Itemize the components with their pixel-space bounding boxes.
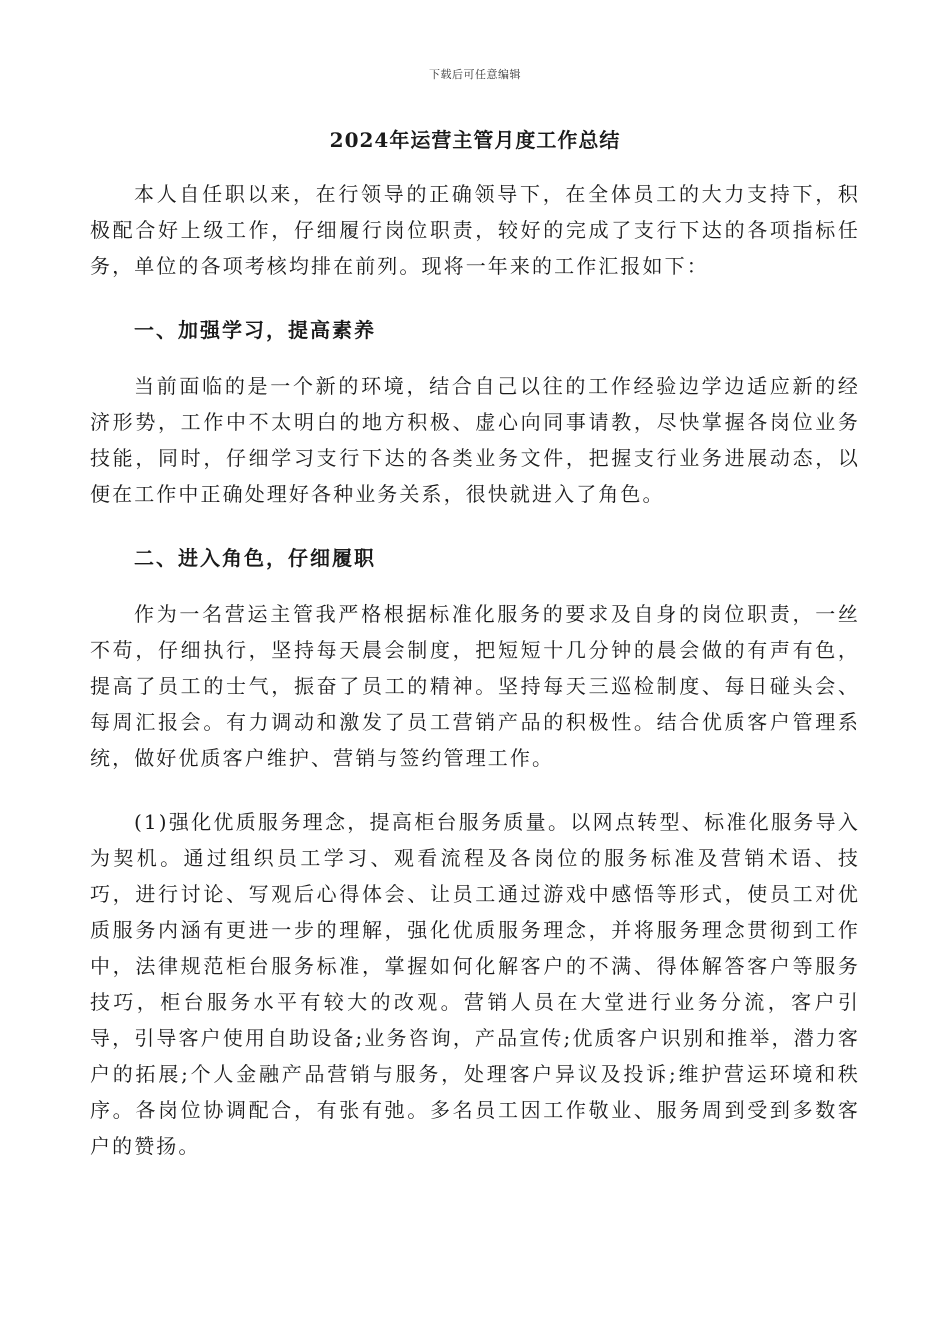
document-title: 2024年运营主管月度工作总结 — [329, 128, 621, 152]
section-1-paragraph: 当前面临的是一个新的环境，结合自己以往的工作经验边学边适应新的经济形势，工作中不太明白的地方积极、虚心向同事请教，尽快掌握各岗位业务技能，同时，仔细学习支行下达的各类业务文件，把握支行业务进展动态，以便在工作中正确处理好各种业务关系，很快就进入了角色。 — [90, 374, 860, 506]
section-heading-2: 二、进入角色，仔细履职 — [134, 546, 376, 570]
section-heading-1: 一、加强学习，提高素养 — [134, 318, 376, 342]
header-note: 下载后可任意编辑 — [429, 68, 521, 81]
section-2-paragraph: 作为一名营运主管我严格根据标准化服务的要求及自身的岗位职责，一丝不苟，仔细执行，坚持每天晨会制度，把短短十几分钟的晨会做的有声有色，提高了员工的士气，振奋了员工的精神。坚持每天三巡检制度、每日碰头会、每周汇报会。有力调动和激发了员工营销产品的积极性。结合优质客户管理系统，做好优质客户维护、营销与签约管理工作。 — [90, 602, 860, 770]
intro-paragraph: 本人自任职以来，在行领导的正确领导下，在全体员工的大力支持下，积极配合好上级工作，仔细履行岗位职责，较好的完成了支行下达的各项指标任务，单位的各项考核均排在前列。现将一年来的工作汇报如下： — [90, 182, 860, 278]
item-1-paragraph: (1)强化优质服务理念，提高柜台服务质量。以网点转型、标准化服务导入为契机。通过组织员工学习、观看流程及各岗位的服务标准及营销术语、技巧，进行讨论、写观后心得体会、让员工通过游戏中感悟等形式，使员工对优质服务内涵有更进一步的理解，强化优质服务理念，并将服务理念贯彻到工作中，法律规范柜台服务标准，掌握如何化解客户的不满、得体解答客户等服务技巧，柜台服务水平有较大的改观。营销人员在大堂进行业务分流，客户引导，引导客户使用自助设备;业务咨询，产品宣传;优质客户识别和推举，潜力客户的拓展;个人金融产品营销与服务，处理客户异议及投诉;维护营运环境和秩序。各岗位协调配合，有张有弛。多名员工因工作敬业、服务周到受到多数客户的赞扬。 — [90, 810, 860, 1158]
